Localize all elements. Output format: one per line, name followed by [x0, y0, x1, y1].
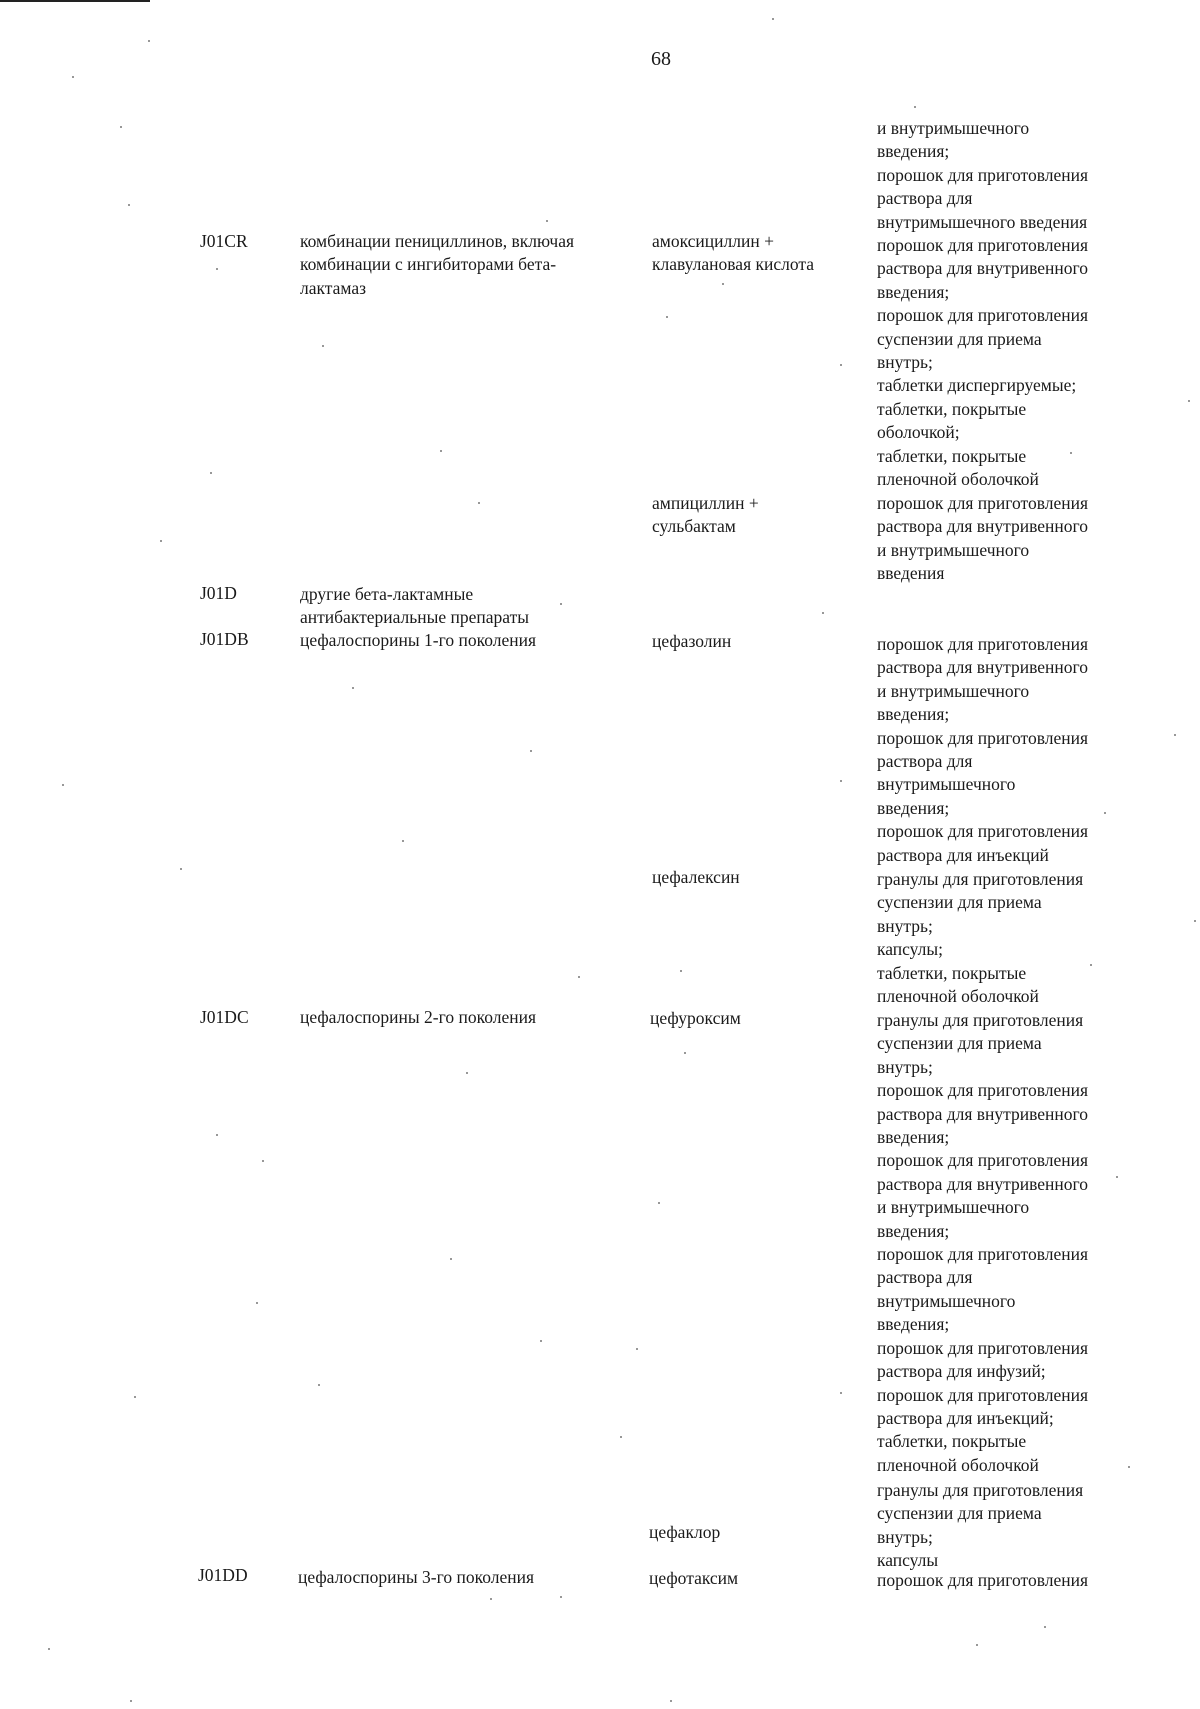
dosage-forms: порошок для приготовления раствора для внутривенного и внутримышечного введения; порошок для приготовления раствора для внутримышечного введения; порошок для приготовления раствора для инъекций [877, 634, 1089, 865]
atc-code: J01D [200, 583, 237, 603]
dosage-forms: порошок для приготовления раствора для внутривенного введения; порошок для приготовления суспензии для приема внутрь; таблетки диспергируемые; таблетки, покрытые оболочкой; таблетки, покрытые пленочной оболочкой [877, 235, 1089, 490]
atc-code: J01CR [200, 231, 248, 251]
anatomical-therapeutic-group: другие бета-лактамные антибактериальные препараты [300, 584, 530, 628]
atc-code: J01DC [200, 1007, 249, 1027]
atc-code: J01DB [200, 629, 249, 649]
continuation-dosage-forms: и внутримышечного введения; порошок для приготовления раствора для внутримышечного введения [877, 118, 1088, 232]
dosage-forms: гранулы для приготовления суспензии для приема внутрь; порошок для приготовления раствора для внутривенного введения; порошок для приготовления раствора для внутривенного и внутримышечного введения; порошок для приготовления раствора для внутримышечного введения; порошок для приготовления раствора для инфузий; порошок для приготовления раствора для инъекций; таблетки, покрытые пленочной оболочкой [877, 1010, 1089, 1475]
dosage-forms: гранулы для приготовления суспензии для приема внутрь; капсулы; таблетки, покрытые пленочной оболочкой [877, 869, 1084, 1007]
atc-code: J01DD [198, 1565, 248, 1585]
dosage-forms: порошок для приготовления [877, 1570, 1088, 1590]
dosage-forms: порошок для приготовления раствора для внутривенного и внутримышечного введения [877, 493, 1089, 584]
drug-name: цефотаксим [649, 1568, 739, 1588]
page-number: 68 [651, 48, 671, 70]
drug-name: цефазолин [652, 631, 732, 651]
anatomical-therapeutic-group: цефалоспорины 3-го поколения [298, 1567, 534, 1587]
drug-name: амоксициллин + клавулановая кислота [652, 231, 815, 275]
anatomical-therapeutic-group: цефалоспорины 2-го поколения [300, 1007, 536, 1027]
anatomical-therapeutic-group: комбинации пенициллинов, включая комбинации с ингибиторами бета- лактамаз [300, 231, 575, 298]
drug-name: цефаклор [649, 1522, 721, 1542]
top-border-rule [0, 0, 150, 2]
anatomical-therapeutic-group: цефалоспорины 1-го поколения [300, 630, 536, 650]
drug-name: ампициллин + сульбактам [652, 493, 759, 537]
drug-name: цефуроксим [650, 1008, 741, 1028]
drug-name: цефалексин [652, 867, 740, 887]
dosage-forms: гранулы для приготовления суспензии для приема внутрь; капсулы [877, 1480, 1084, 1571]
